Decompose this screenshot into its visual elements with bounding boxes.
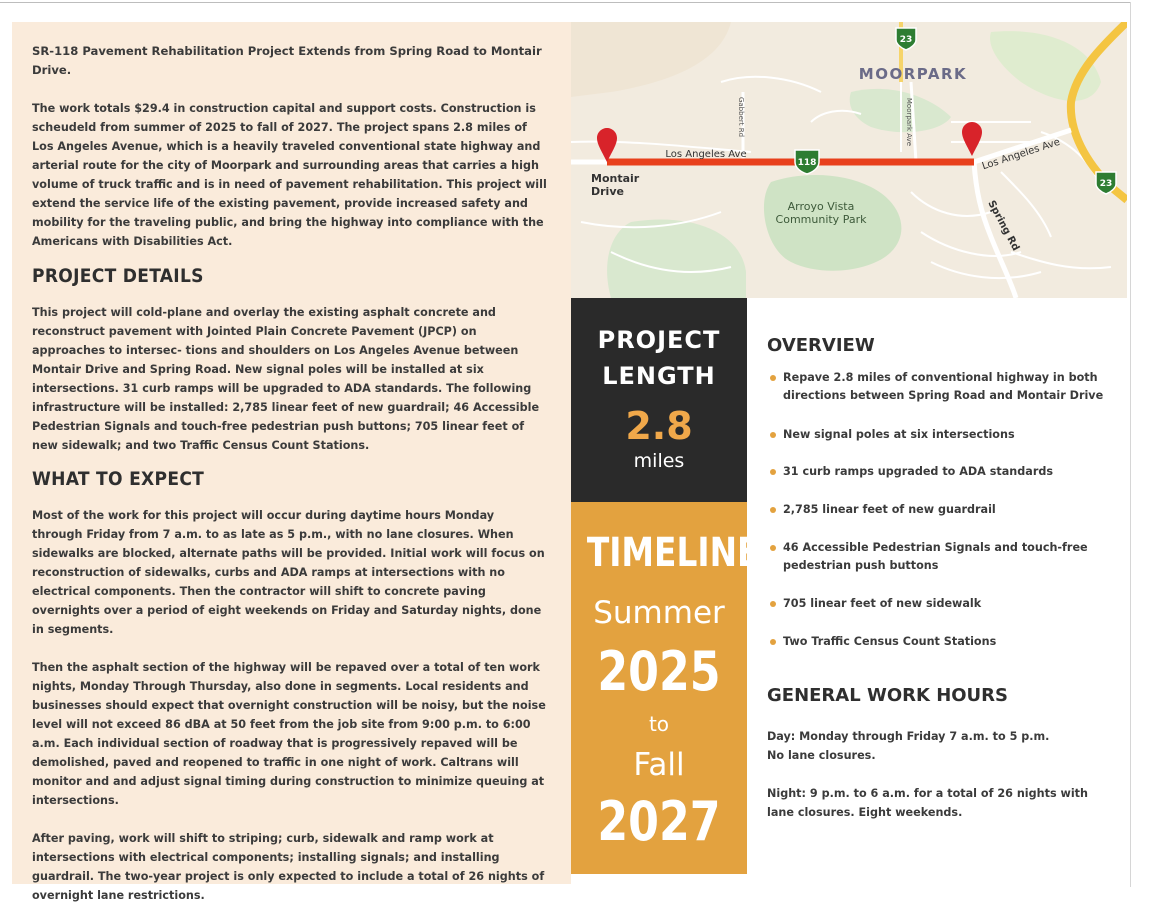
work-hours-night-line2: lane closures. Eight weekends. bbox=[767, 806, 963, 819]
expect-paragraph-1: Most of the work for this project will occur during daytime hours Monday through Friday from 7 a.m. to as late as 5 p.m., with no lane closures. When sidewalks are blocked, alternate paths will be provided. Initial work will focus on reconstruction of sidewalks, curbs and ADA ramps at intersections with no electrical components. Then the contractor will shift to concrete paving overnights over a period of eight weekends on Friday and Saturday nights, done in segments. bbox=[32, 509, 545, 636]
overview-item-text: 46 Accessible Pedestrian Signals and touch-free pedestrian push buttons bbox=[783, 541, 1088, 572]
route-23-label-south: 23 bbox=[1099, 179, 1113, 189]
bullet-icon bbox=[770, 507, 776, 513]
park-label-1: Arroyo Vista bbox=[787, 200, 855, 213]
work-hours-night bbox=[767, 784, 1117, 822]
project-length-unit: miles bbox=[633, 450, 685, 472]
timeline-box bbox=[571, 502, 760, 874]
overview-heading: OVERVIEW bbox=[767, 335, 875, 356]
hill-west bbox=[571, 22, 731, 97]
overview-item bbox=[767, 501, 1112, 519]
article-body bbox=[32, 42, 547, 905]
bullet-icon bbox=[770, 375, 776, 381]
gabbert-road-label: Gabbert Rd bbox=[737, 96, 745, 138]
project-details-heading: PROJECT DETAILS bbox=[32, 265, 204, 287]
map-graphic bbox=[571, 22, 1127, 298]
top-border bbox=[0, 2, 1130, 3]
work-hours-day-line1: Day: Monday through Friday 7 a.m. to 5 p.m. bbox=[767, 730, 1050, 743]
bullet-icon bbox=[770, 639, 776, 645]
overview-item bbox=[767, 595, 1112, 613]
project-length-title-line2: LENGTH bbox=[602, 362, 716, 390]
timeline-start-season: Summer bbox=[593, 595, 725, 631]
article-column bbox=[12, 22, 571, 902]
overview-item-text: 31 curb ramps upgraded to ADA standards bbox=[783, 465, 1054, 478]
montair-label-1: Montair bbox=[591, 172, 640, 185]
project-length-value: 2.8 bbox=[625, 404, 693, 448]
overview-item-text: 705 linear feet of new sidewalk bbox=[783, 597, 982, 610]
overview-item bbox=[767, 463, 1112, 481]
pin-montair bbox=[597, 128, 617, 162]
expect-paragraph-2: Then the asphalt section of the highway will be repaved over a total of ten work nights, Monday Through Thursday, also done in segments. Local residents and businesses should expect that overnight construction will be noisy, but the noise level will not exceed 86 dBA at 50 feet from the job site from 9:00 p.m. to 6:00 a.m. Each individual section of roadway that is progressively repaved will be demolished, paved and reopened to traffic in one night of work. Caltrans will monitor and and adjust signal timing during construction to minimize queuing at intersections. bbox=[32, 661, 546, 807]
timeline-end-season: Fall bbox=[633, 747, 685, 783]
overview-item-text: Repave 2.8 miles of conventional highway in both directions between Spring Road and Montair Drive bbox=[783, 371, 1104, 402]
bullet-icon bbox=[770, 432, 776, 438]
project-length-title bbox=[571, 322, 747, 394]
bullet-icon bbox=[770, 469, 776, 475]
overview-item-text: New signal poles at six intersections bbox=[783, 428, 1015, 441]
overview-section bbox=[767, 334, 1117, 648]
bullet-icon bbox=[770, 545, 776, 551]
expect-paragraph-3: After paving, work will shift to striping; curb, sidewalk and ramp work at intersections with electrical components; installing signals; and installing guardrail. The two-year project is only expected to include a total of 26 nights of overnight lane restrictions. bbox=[32, 832, 545, 902]
intro-paragraph: The work totals $29.4 in construction capital and support costs. Construction is scheudeld from summer of 2025 to fall of 2027. The project spans 2.8 miles of Los Angeles Avenue, which is a heavily traveled conventional state highway and arterial route for the city of Moorpark and surrounding areas that carries a high volume of truck traffic and is in need of pavement rehabilitation. This project will extend the service life of the existing pavement, provide increased safety and mobility for the traveling public, and bring the highway into compliance with the Americans with Disabilities Act. bbox=[32, 102, 547, 248]
project-length-title-line1: PROJECT bbox=[597, 326, 721, 354]
bullet-icon bbox=[770, 601, 776, 607]
work-hours-day-line2: No lane closures. bbox=[767, 749, 876, 762]
project-details-paragraph: This project will cold-plane and overlay the existing asphalt concrete and reconstruct pavement with Jointed Plain Concrete Pavement (JPCP) on approaches to intersec- tions and shoulders on Los Angeles Avenue between Montair Drive and Spring Road. New signal poles will be installed at six intersections. 31 curb ramps will be upgraded to ADA standards. The following infrastructure will be installed: 2,785 linear feet of new guardrail; 46 Accessible Pedestrian Signals and touch-free pedestrian push buttons; 705 linear feet of new sidewalk; and two Traffic Census Count Stations. bbox=[32, 306, 540, 452]
timeline-start-year: 2025 bbox=[597, 640, 721, 703]
overview-item-text: Two Traffic Census Count Stations bbox=[783, 635, 997, 648]
work-hours-heading: GENERAL WORK HOURS bbox=[767, 685, 1008, 706]
route-118-label: 118 bbox=[797, 158, 817, 168]
timeline-title: TIMELINE bbox=[586, 530, 760, 576]
la-avenue-label: Los Angeles Ave bbox=[665, 149, 747, 160]
overview-item bbox=[767, 539, 1112, 575]
what-to-expect-heading: WHAT TO EXPECT bbox=[32, 468, 205, 490]
work-hours-day bbox=[767, 727, 1117, 765]
spring-road-label: Spring Rd bbox=[985, 198, 1022, 253]
intro-title: SR-118 Pavement Rehabilitation Project Extends from Spring Road to Montair Drive. bbox=[32, 44, 542, 77]
park-label-2: Community Park bbox=[775, 213, 867, 226]
la-avenue-east-label: Los Angeles Ave bbox=[980, 136, 1062, 173]
overview-item bbox=[767, 633, 1112, 651]
pin-spring-road bbox=[962, 122, 982, 156]
overview-item bbox=[767, 426, 1112, 444]
overview-item bbox=[767, 369, 1112, 405]
moorpark-avenue-label: Moorpark Ave bbox=[905, 97, 913, 147]
route-23-label-north: 23 bbox=[899, 35, 913, 45]
overview-item-text: 2,785 linear feet of new guardrail bbox=[783, 503, 996, 516]
work-hours-night-line1: Night: 9 p.m. to 6 a.m. for a total of 26 nights with bbox=[767, 787, 1088, 800]
timeline-end-year: 2027 bbox=[597, 790, 721, 853]
project-length-box bbox=[571, 298, 747, 502]
timeline-connector: to bbox=[648, 712, 670, 736]
city-label: MOORPARK bbox=[858, 65, 968, 83]
right-border bbox=[1130, 2, 1131, 887]
project-map bbox=[571, 22, 1127, 298]
montair-label-2: Drive bbox=[591, 185, 624, 198]
